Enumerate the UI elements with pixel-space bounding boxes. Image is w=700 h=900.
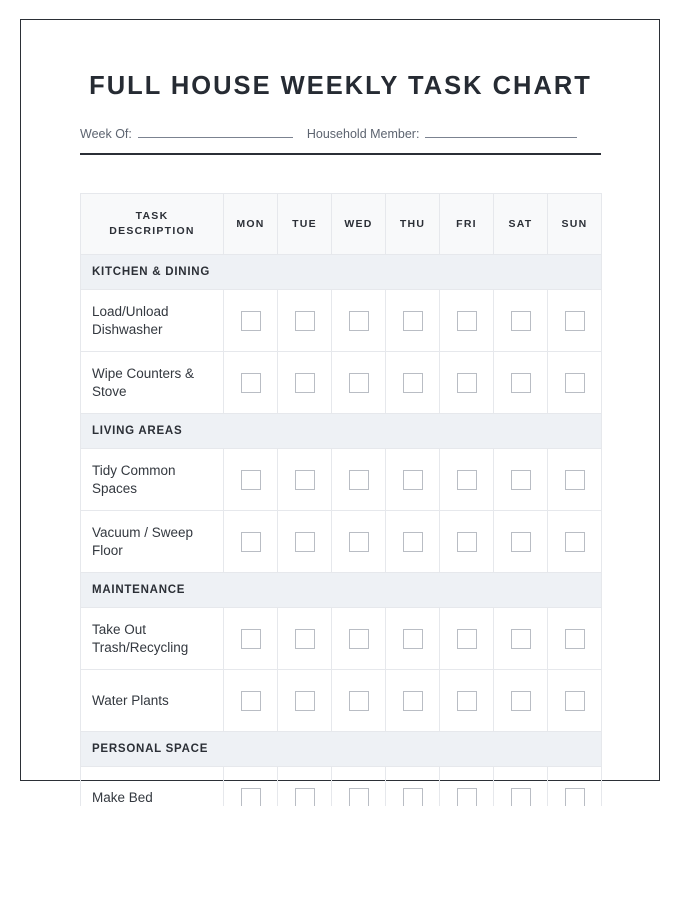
- checkbox-cell-thu[interactable]: [386, 449, 440, 511]
- task-checkbox[interactable]: [403, 532, 423, 552]
- checkbox-cell-fri[interactable]: [440, 290, 494, 352]
- checkbox-cell-sun[interactable]: [548, 352, 602, 414]
- checkbox-cell-sun[interactable]: [548, 449, 602, 511]
- task-checkbox[interactable]: [295, 470, 315, 490]
- checkbox-cell-thu[interactable]: [386, 290, 440, 352]
- task-checkbox[interactable]: [241, 691, 261, 711]
- task-description-cell: Make Bed: [81, 767, 224, 806]
- table-row: [81, 767, 602, 806]
- checkbox-cell-fri[interactable]: [440, 449, 494, 511]
- table-header-row: [81, 194, 602, 255]
- checkbox-cell-sat[interactable]: [494, 767, 548, 806]
- task-checkbox[interactable]: [457, 311, 477, 331]
- task-checkbox[interactable]: [511, 629, 531, 649]
- document-meta-fields: [80, 124, 601, 141]
- task-checkbox[interactable]: [295, 532, 315, 552]
- checkbox-cell-wed[interactable]: [332, 449, 386, 511]
- day-header-fri: FRI: [440, 194, 494, 255]
- checkbox-cell-wed[interactable]: [332, 511, 386, 573]
- checkbox-cell-wed[interactable]: [332, 670, 386, 732]
- task-checkbox[interactable]: [295, 373, 315, 393]
- checkbox-cell-mon[interactable]: [224, 670, 278, 732]
- task-checkbox[interactable]: [457, 629, 477, 649]
- task-checkbox[interactable]: [403, 373, 423, 393]
- checkbox-cell-sat[interactable]: [494, 511, 548, 573]
- task-checkbox[interactable]: [349, 629, 369, 649]
- checkbox-cell-tue[interactable]: [278, 449, 332, 511]
- task-checkbox[interactable]: [403, 470, 423, 490]
- week-of-field[interactable]: [80, 124, 293, 141]
- task-checkbox[interactable]: [511, 311, 531, 331]
- task-description-cell: Water Plants: [81, 670, 224, 732]
- task-checkbox[interactable]: [349, 691, 369, 711]
- task-description-cell: Load/Unload Dishwasher: [81, 290, 224, 352]
- checkbox-cell-wed[interactable]: [332, 290, 386, 352]
- task-header-line-2: DESCRIPTION: [109, 225, 195, 238]
- checkbox-cell-mon[interactable]: [224, 767, 278, 806]
- checkbox-cell-sat[interactable]: [494, 670, 548, 732]
- household-member-input[interactable]: [425, 124, 577, 138]
- task-checkbox[interactable]: [241, 311, 261, 331]
- table-row: [81, 608, 602, 670]
- checkbox-cell-tue[interactable]: [278, 608, 332, 670]
- checkbox-cell-thu[interactable]: [386, 352, 440, 414]
- task-checkbox[interactable]: [511, 691, 531, 711]
- checkbox-cell-wed[interactable]: [332, 767, 386, 806]
- task-checkbox[interactable]: [565, 470, 585, 490]
- section-header-row: [81, 255, 602, 290]
- task-checkbox[interactable]: [349, 788, 369, 806]
- checkbox-cell-tue[interactable]: [278, 767, 332, 806]
- task-checkbox[interactable]: [349, 532, 369, 552]
- checkbox-cell-tue[interactable]: [278, 670, 332, 732]
- checkbox-cell-sat[interactable]: [494, 449, 548, 511]
- checkbox-cell-thu[interactable]: [386, 767, 440, 806]
- table-row: [81, 511, 602, 573]
- task-header-line-1: TASK: [135, 209, 169, 222]
- checkbox-cell-fri[interactable]: [440, 511, 494, 573]
- task-checkbox[interactable]: [295, 311, 315, 331]
- task-chart-document: [80, 19, 601, 806]
- weekly-task-table: [80, 193, 602, 806]
- task-description-cell: Wipe Counters & Stove: [81, 352, 224, 414]
- checkbox-cell-wed[interactable]: [332, 608, 386, 670]
- checkbox-cell-sat[interactable]: [494, 608, 548, 670]
- week-of-input[interactable]: [138, 124, 293, 138]
- household-member-label: Household Member:: [306, 127, 420, 142]
- checkbox-cell-thu[interactable]: [386, 670, 440, 732]
- task-checkbox[interactable]: [403, 629, 423, 649]
- day-header-tue: TUE: [278, 194, 332, 255]
- checkbox-cell-fri[interactable]: [440, 608, 494, 670]
- table-row: [81, 670, 602, 732]
- week-of-label: Week Of:: [80, 127, 132, 142]
- task-checkbox[interactable]: [349, 311, 369, 331]
- section-header-label: KITCHEN & DINING: [81, 255, 602, 290]
- checkbox-cell-tue[interactable]: [278, 511, 332, 573]
- checkbox-cell-sun[interactable]: [548, 290, 602, 352]
- task-checkbox[interactable]: [241, 532, 261, 552]
- section-header-row: [81, 573, 602, 608]
- section-header-row: [81, 732, 602, 767]
- day-header-sat: SAT: [494, 194, 548, 255]
- checkbox-cell-fri[interactable]: [440, 352, 494, 414]
- task-checkbox[interactable]: [241, 470, 261, 490]
- day-header-mon: MON: [224, 194, 278, 255]
- checkbox-cell-fri[interactable]: [440, 767, 494, 806]
- table-row: [81, 449, 602, 511]
- checkbox-cell-fri[interactable]: [440, 670, 494, 732]
- checkbox-cell-sun[interactable]: [548, 670, 602, 732]
- task-checkbox[interactable]: [511, 788, 531, 806]
- checkbox-cell-wed[interactable]: [332, 352, 386, 414]
- section-header-label: LIVING AREAS: [81, 414, 602, 449]
- task-checkbox[interactable]: [241, 629, 261, 649]
- household-member-field[interactable]: [307, 124, 578, 141]
- checkbox-cell-mon[interactable]: [224, 449, 278, 511]
- checkbox-cell-thu[interactable]: [386, 608, 440, 670]
- checkbox-cell-tue[interactable]: [278, 290, 332, 352]
- page-title: FULL HOUSE WEEKLY TASK CHART: [89, 72, 592, 100]
- task-checkbox[interactable]: [565, 629, 585, 649]
- task-description-cell: Vacuum / Sweep Floor: [81, 511, 224, 573]
- task-checkbox[interactable]: [295, 788, 315, 806]
- task-checkbox[interactable]: [403, 311, 423, 331]
- task-checkbox[interactable]: [403, 788, 423, 806]
- checkbox-cell-mon[interactable]: [224, 352, 278, 414]
- task-checkbox[interactable]: [565, 532, 585, 552]
- task-checkbox[interactable]: [457, 470, 477, 490]
- table-header: [81, 194, 602, 255]
- task-checkbox[interactable]: [295, 691, 315, 711]
- checkbox-cell-mon[interactable]: [224, 608, 278, 670]
- task-checkbox[interactable]: [349, 470, 369, 490]
- day-header-thu: THU: [386, 194, 440, 255]
- checkbox-cell-sun[interactable]: [548, 767, 602, 806]
- task-checkbox[interactable]: [565, 788, 585, 806]
- task-checkbox[interactable]: [403, 691, 423, 711]
- section-header-label: PERSONAL SPACE: [81, 732, 602, 767]
- checkbox-cell-sun[interactable]: [548, 511, 602, 573]
- checkbox-cell-tue[interactable]: [278, 352, 332, 414]
- task-checkbox[interactable]: [241, 373, 261, 393]
- task-description-cell: Tidy Common Spaces: [81, 449, 224, 511]
- header-divider: [80, 153, 601, 155]
- day-header-wed: WED: [332, 194, 386, 255]
- task-checkbox[interactable]: [511, 373, 531, 393]
- checkbox-cell-sat[interactable]: [494, 352, 548, 414]
- table-row: [81, 290, 602, 352]
- checkbox-cell-mon[interactable]: [224, 511, 278, 573]
- task-checkbox[interactable]: [457, 532, 477, 552]
- task-description-header: [81, 194, 224, 255]
- section-header-label: MAINTENANCE: [81, 573, 602, 608]
- task-checkbox[interactable]: [241, 788, 261, 806]
- checkbox-cell-thu[interactable]: [386, 511, 440, 573]
- task-description-cell: Take Out Trash/Recycling: [81, 608, 224, 670]
- checkbox-cell-sun[interactable]: [548, 608, 602, 670]
- section-header-row: [81, 414, 602, 449]
- task-checkbox[interactable]: [349, 373, 369, 393]
- task-checkbox[interactable]: [457, 373, 477, 393]
- task-checkbox[interactable]: [457, 788, 477, 806]
- table-row: [81, 352, 602, 414]
- task-checkbox[interactable]: [457, 691, 477, 711]
- table-body: [81, 255, 602, 806]
- task-checkbox[interactable]: [295, 629, 315, 649]
- checkbox-cell-sat[interactable]: [494, 290, 548, 352]
- task-checkbox[interactable]: [565, 691, 585, 711]
- task-checkbox[interactable]: [511, 470, 531, 490]
- task-checkbox[interactable]: [511, 532, 531, 552]
- task-checkbox[interactable]: [565, 373, 585, 393]
- task-checkbox[interactable]: [565, 311, 585, 331]
- day-header-sun: SUN: [548, 194, 602, 255]
- checkbox-cell-mon[interactable]: [224, 290, 278, 352]
